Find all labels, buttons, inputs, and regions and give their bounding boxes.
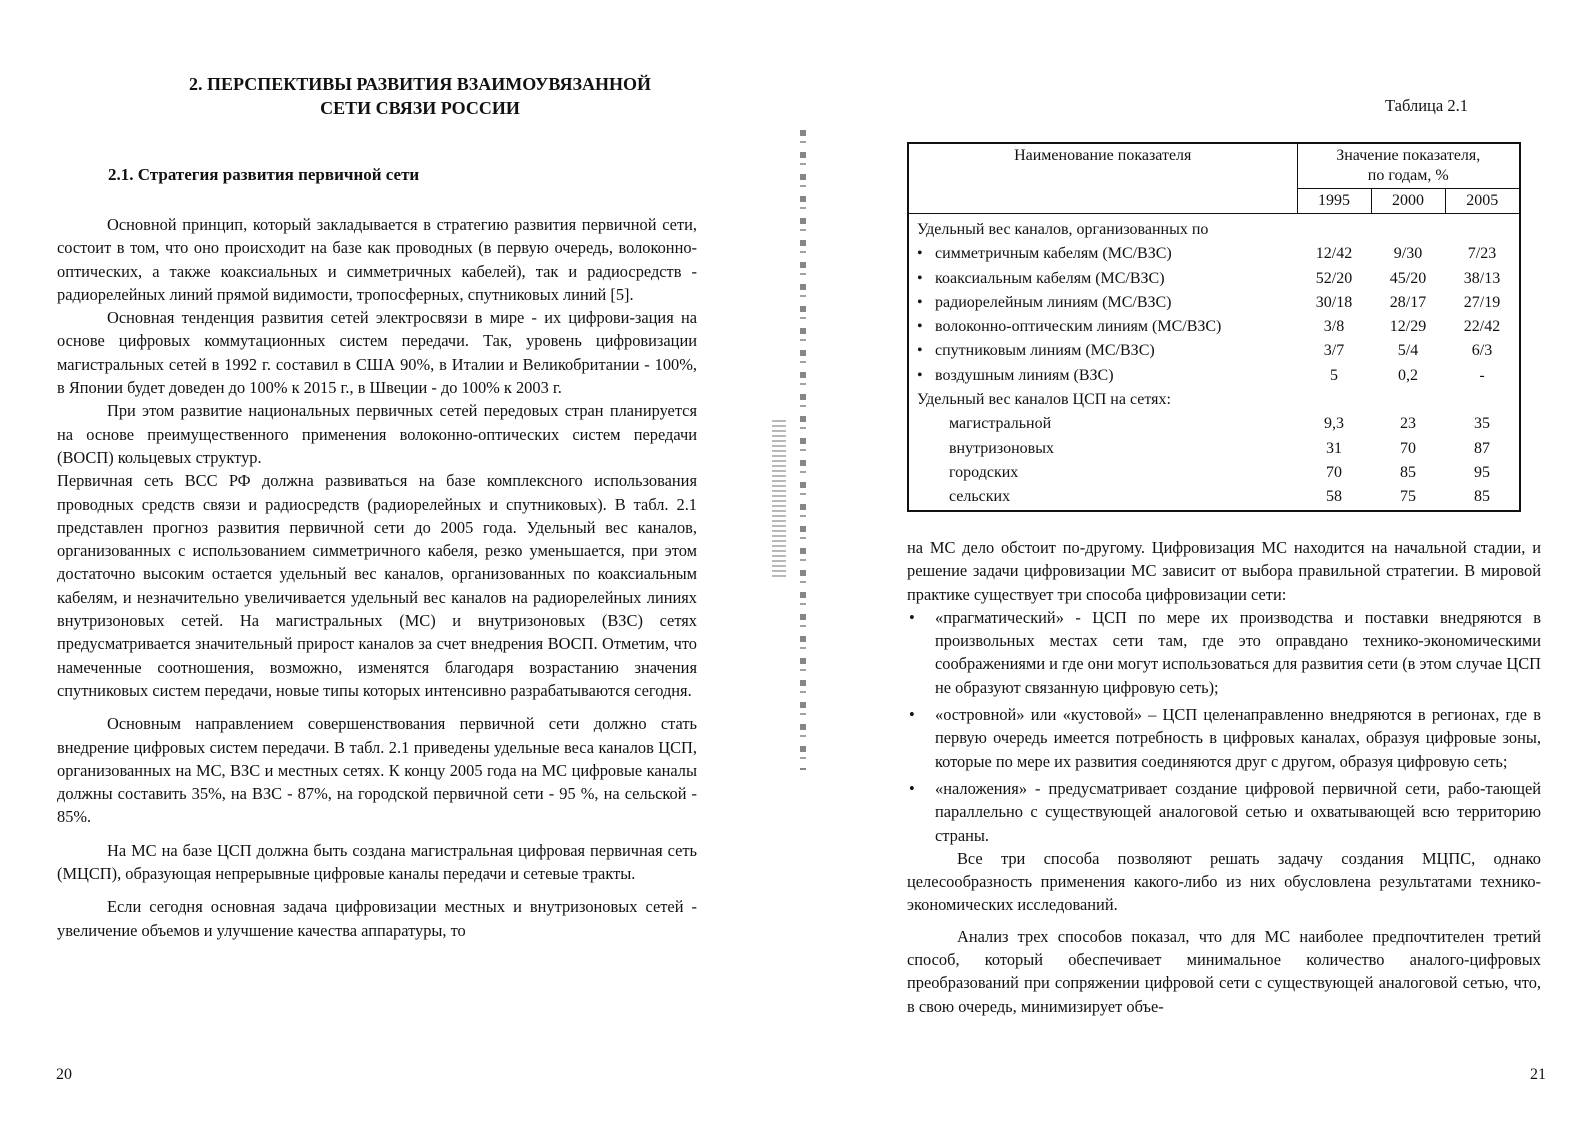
- row-value-cell: 23: [1400, 415, 1416, 433]
- section-title: 2.1. Стратегия развития первичной сети: [108, 165, 420, 184]
- row-value-cell: 35: [1474, 415, 1490, 433]
- paragraph: на МС дело обстоит по-другому. Цифровизация МС находится на начальной стадии, и решение задачи цифровизации МС зависит от выбора правильной стратегии. В мировой практике существует три способа цифровизации сети:: [907, 538, 1541, 604]
- right-page: [815, 0, 1586, 1128]
- left-page: [0, 0, 790, 1128]
- row-value-cell: 30/18: [1315, 293, 1353, 311]
- table-row: [908, 214, 1520, 243]
- header-indicator-name: Наименование показателя: [908, 143, 1297, 214]
- table-row: [908, 485, 1520, 510]
- row-value-cell: 87: [1474, 439, 1490, 457]
- row-indicator-name: • воздушным линиям (ВЗС): [908, 364, 1297, 388]
- row-value-cell: 22/42: [1463, 318, 1501, 336]
- forecast-table: [907, 142, 1521, 512]
- year-header: 1995: [1297, 189, 1371, 214]
- table-row: [908, 412, 1520, 436]
- table-row: [908, 461, 1520, 485]
- row-indicator-name: • радиорелейным линиям (МС/ВЗС): [908, 291, 1297, 315]
- chapter-title: [120, 72, 720, 120]
- row-value-cell: 58: [1326, 488, 1342, 506]
- row-value-cell: 9,3: [1324, 415, 1344, 433]
- paragraph: При этом развитие национальных первичных сетей передовых стран планируется на основе преимущественного применения волоконно-оптических систем передачи (ВОСП) кольцевых структур.: [57, 401, 697, 467]
- paragraph: Основной принцип, который закладывается в стратегию развития первичной сети, состоит в том, что оно происходит на базе как проводных (в первую очередь, волоконно-оптических, а также коаксиальных и симметричных кабелей), так и радиосредств - радиорелейных линий прямой видимости, тропосферных, спутниковых линий [5].: [57, 215, 697, 304]
- row-value-cell: 7/23: [1467, 245, 1497, 263]
- row-value-cell: 5: [1330, 366, 1338, 384]
- row-value-cell: [1297, 388, 1371, 412]
- row-indicator-name: • коаксиальным кабелям (МС/ВЗС): [908, 267, 1297, 291]
- row-indicator-name: • волоконно-оптическим линиям (МС/ВЗС): [908, 315, 1297, 339]
- table-row: [908, 315, 1520, 339]
- row-value-cell: 9/30: [1393, 245, 1423, 263]
- paragraph: Основным направлением совершенствования первичной сети должно стать внедрение цифровых систем передачи. В табл. 2.1 приведены удельные веса каналов ЦСП, организованных на МС, ВЗС и местных сетях. К концу 2005 года на МС цифровые каналы должны составить 35%, на ВЗС - 87%, на городской первичной сети - 95 %, на сельской - 85%.: [57, 714, 697, 827]
- row-value-cell: [1445, 388, 1520, 412]
- table-row: [908, 291, 1520, 315]
- left-body-text: [57, 213, 697, 942]
- row-value-cell: 38/13: [1463, 269, 1501, 287]
- row-value-cell: 5/4: [1397, 342, 1419, 360]
- paragraph: Анализ трех способов показал, что для МС наиболее предпочтителен третий способ, который обеспечивает минимальное количество аналого-цифровых преобразований при сопряжении цифровой сети с существующей аналоговой сетью, что, в свою очередь, минимизирует объе-: [907, 926, 1541, 1016]
- row-value-cell: 45/20: [1389, 269, 1427, 287]
- row-value-cell: [1445, 214, 1520, 243]
- row-indicator-name: • симметричным кабелям (МС/ВЗС): [908, 242, 1297, 266]
- year-header: 2005: [1445, 189, 1520, 214]
- header-value-line-1: Значение показателя,: [1336, 147, 1481, 164]
- table-row: [908, 388, 1520, 412]
- row-value-cell: [1371, 214, 1445, 243]
- paragraph: Основная тенденция развития сетей электросвязи в мире - их цифрови-зация на основе цифровых коммутационных систем передачи. Так, уровень цифровизации магистральных сетей в 1992 г. составил в США 90%, в Италии и Великобритании - 100%, в Японии будет доведен до 100% к 2015 г., в Швеции - до 100% к 2003 г.: [57, 308, 697, 398]
- page-number: 20: [56, 1066, 72, 1083]
- methods-list: [907, 606, 1541, 847]
- table-row: [908, 364, 1520, 388]
- row-indicator-name: сельских: [949, 488, 1011, 506]
- row-indicator-name: • спутниковым линиям (МС/ВЗС): [908, 339, 1297, 363]
- paragraph: Все три способа позволяют решать задачу создания МЦПС, однако целесообразность применения какого-либо из них обусловлена результатами технико-экономических исследований.: [907, 848, 1541, 915]
- row-value-cell: 95: [1474, 463, 1490, 481]
- table-row: [908, 267, 1520, 291]
- list-item: • «наложения» - предусматривает создание цифровой первичной сети, рабо-тающей параллельно с существующей аналоговой сетью и охватывающей всю территорию страны.: [907, 777, 1541, 847]
- row-value-cell: 52/20: [1315, 269, 1353, 287]
- row-value-cell: [1371, 388, 1445, 412]
- page-number: 21: [1530, 1066, 1546, 1083]
- row-value-cell: 12/29: [1389, 318, 1427, 336]
- row-indicator-name: городских: [949, 463, 1019, 481]
- year-header: 2000: [1371, 189, 1445, 214]
- chapter-title-line-2: СЕТИ СВЯЗИ РОССИИ: [320, 98, 520, 118]
- row-value-cell: 75: [1400, 488, 1416, 506]
- row-value-cell: 70: [1400, 439, 1416, 457]
- table-body: [908, 214, 1520, 511]
- table-row: [908, 437, 1520, 461]
- row-value-cell: 85: [1474, 488, 1490, 506]
- list-item: • «островной» или «кустовой» – ЦСП целенаправленно внедряются в регионах, где в первую очередь имеется потребность в цифровых каналах, образуя цифровые зоны, которые по мере их развития соединяются друг с другом, образуя цифровую сеть;: [907, 703, 1541, 773]
- row-indicator-name: внутризоновых: [949, 439, 1054, 457]
- paragraph: Первичная сеть ВСС РФ должна развиваться на базе комплексного использования проводных средств связи и радиосредств (радиорелейных и спутниковых). В табл. 2.1 представлен прогноз развития первичной сети до 2005 года. Удельный вес каналов, организованных с использованием симметричного кабеля, резко уменьшается, при этом достаточно высоким остается удельный вес каналов, организованных по коаксиальным кабелям, и незначительно увеличивается удельный вес каналов на радиорелейных линиях внутризоновых сетей. На магистральных (МС) и внутризоновых (ВЗС) сетях предусматривается значительный прирост каналов за счет внедрения ВОСП. Отметим, что намеченные соотношения, возможно, изменятся благодаря возрастанию значения спутниковых систем передачи, новые типы которых интенсивно разрабатываются сегодня.: [57, 471, 697, 700]
- row-value-cell: [1297, 214, 1371, 243]
- row-value-cell: -: [1479, 366, 1485, 384]
- paragraph: Если сегодня основная задача цифровизации местных и внутризоновых сетей - увеличение объемов и улучшение качества аппаратуры, то: [57, 897, 697, 940]
- row-value-cell: 3/8: [1323, 318, 1345, 336]
- right-body-text: [907, 536, 1541, 1018]
- table-header-row: [908, 143, 1520, 189]
- table-row: [908, 242, 1520, 266]
- header-indicator-value: [1297, 143, 1520, 189]
- row-value-cell: 70: [1326, 463, 1342, 481]
- row-value-cell: 31: [1326, 439, 1342, 457]
- row-indicator-name: магистральной: [949, 415, 1052, 433]
- table-caption: Таблица 2.1: [1385, 96, 1468, 115]
- row-value-cell: 0,2: [1398, 366, 1418, 384]
- header-value-line-2: по годам, %: [1367, 167, 1449, 184]
- row-value-cell: 3/7: [1323, 342, 1345, 360]
- row-indicator-name: Удельный вес каналов, организованных по: [917, 221, 1209, 238]
- row-indicator-name: Удельный вес каналов ЦСП на сетях:: [917, 391, 1171, 409]
- row-value-cell: 12/42: [1315, 245, 1353, 263]
- table-row: [908, 339, 1520, 363]
- row-value-cell: 85: [1400, 463, 1416, 481]
- row-value-cell: 27/19: [1463, 293, 1501, 311]
- book-gutter-shadow: [800, 130, 806, 770]
- chapter-title-line-1: 2. ПЕРСПЕКТИВЫ РАЗВИТИЯ ВЗАИМОУВЯЗАННОЙ: [188, 74, 652, 94]
- paragraph: На МС на базе ЦСП должна быть создана магистральная цифровая первичная сеть (МЦСП), образующая непрерывные цифровые каналы передачи и сетевые тракты.: [57, 840, 697, 884]
- list-item: • «прагматический» - ЦСП по мере их производства и поставки внедряются в произвольных местах сети там, где это оправдано технико-экономическими соображениями и где они могут использоваться для развития сети (в этом случае ЦСП не образуют связанную цифровую сеть);: [907, 606, 1541, 699]
- row-value-cell: 28/17: [1389, 293, 1427, 311]
- row-value-cell: 6/3: [1471, 342, 1493, 360]
